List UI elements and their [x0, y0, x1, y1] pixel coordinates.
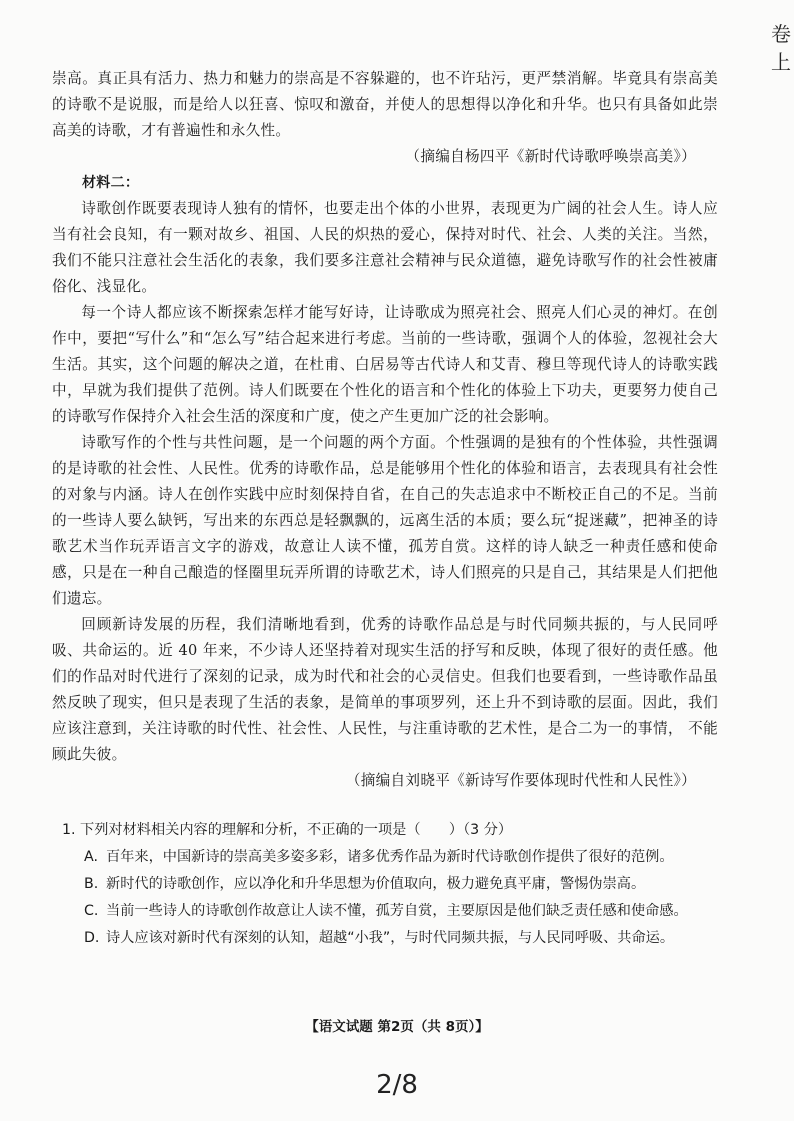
option-d-text: 诗人应该对新时代有深刻的认知，超越“小我”，与时代同频共振，与人民同呼吸、共命运。 [106, 930, 675, 946]
option-c [62, 899, 722, 924]
page-footer: 【语文试题 第2页（共 8页）】 [305, 1019, 489, 1035]
option-d-letter: D. [84, 930, 100, 946]
material-two-source: （摘编自刘晓平《新诗写作要体现时代性和人民性》） [345, 772, 696, 789]
material-two-paragraph-3: 诗歌写作的个性与共性问题，是一个问题的两个方面。个性强调的是独有的个性体验，共性强调的是诗歌的社会性、人民性。优秀的诗歌作品，总是能够用个性化的体验和语言，去表现具有社会性的对象与内涵。诗人在创作实践中应时刻保持自省，在自己的失志追求中不断校正自己的不足。当前的一些诗人要么缺钙，写出来的东西总是轻飘飘的，远离生活的本质；要么玩“捉迷藏”，把神圣的诗歌艺术当作玩弄语言文字的游戏，故意让人读不懂，孤芳自赏。这样的诗人缺乏一种责任感和使命感，只是在一种自己酿造的怪圈里玩弄所谓的诗歌艺术，诗人们照亮的只是自己，其结果是人们把他们遗忘。 [52, 434, 718, 607]
material-two-paragraph-4: 回顾新诗发展的历程，我们清晰地看到，优秀的诗歌作品总是与时代同频共振的，与人民同呼吸、共命运的。近 40 年来，不少诗人还坚持着对现实生活的抒写和反映，体现了很好的责任感。他们的作品对时代进行了深刻的记录，成为时代和社会的心灵信史。但我们也要看到，一些诗歌作品虽然反映了现实，但只是表现了生活的表象，是简单的事项罗列，还上升不到诗歌的层面。因此，我们应该注意到，关注诗歌的时代性、社会性、人民性，与注重诗歌的艺术性，是合二为一的事情， 不能顾此失彼。 [52, 616, 718, 763]
option-b-text: 新时代的诗歌创作，应以净化和升华思想为价值取向，极力避免真平庸，警惕伪崇高。 [106, 876, 646, 892]
material-two-paragraph-2: 每一个诗人都应该不断探索怎样才能写好诗，让诗歌成为照亮社会、照亮人们心灵的神灯。在创作中，要把“写什么”和“怎么写”结合起来进行考虑。当前的一些诗歌，强调个人的体验，忽视社会大生活。其实，这个问题的解决之道，在杜甫、白居易等古代诗人和艾青、穆旦等现代诗人的诗歌实践中，早就为我们提供了范例。诗人们既要在个性化的语言和个性化的体验上下功夫，更要努力使自己的诗歌写作保持介入社会生活的深度和广度，使之产生更加广泛的社会影响。 [52, 304, 718, 425]
page-counter: 2/8 [376, 1070, 418, 1100]
question-stem [62, 818, 722, 843]
option-b [62, 872, 722, 897]
option-c-letter: C. [84, 903, 99, 919]
material-two-heading: 材料二： [82, 175, 140, 191]
option-d [62, 926, 722, 951]
passage-body [52, 66, 718, 794]
page-edge-fragment: 卷 上 [771, 22, 791, 74]
material-two-paragraph-1: 诗歌创作既要表现诗人独有的情怀，也要走出个体的小世界，表现更为广阔的社会人生。诗人应当有社会良知，有一颗对故乡、祖国、人民的炽热的爱心，保持对时代、社会、人类的关注。当然，我们不能只注意社会生活化的表象，我们要多注意社会精神与民众道德，避免诗歌写作的社会性被庸俗化、浅显化。 [52, 200, 718, 295]
option-b-letter: B. [84, 876, 99, 892]
option-a-text: 百年来，中国新诗的崇高美多姿多彩，诸多优秀作品为新时代诗歌创作提供了很好的范例。 [106, 849, 674, 865]
option-a-letter: A. [84, 849, 98, 865]
material-one-closing-paragraph: 崇高。真正具有活力、热力和魅力的崇高是不容躲避的，也不许玷污，更严禁消解。毕竟具有崇高美的诗歌不是说服，而是给人以狂喜、惊叹和激奋，并使人的思想得以净化和升华。也只有具备如此崇高美的诗歌，才有普遍性和永久性。 [52, 70, 718, 139]
question-stem-text: 下列对材料相关内容的理解和分析，不正确的一项是（ ）（3 分） [80, 822, 513, 838]
material-one-source: （摘编自杨四平《新时代诗歌呼唤崇高美》） [405, 148, 696, 165]
option-a [62, 845, 722, 870]
question-number: 1. [62, 822, 76, 838]
question-1 [62, 818, 722, 951]
option-c-text: 当前一些诗人的诗歌创作故意让人读不懂，孤芳自赏，主要原因是他们缺乏责任感和使命感。 [106, 903, 688, 919]
